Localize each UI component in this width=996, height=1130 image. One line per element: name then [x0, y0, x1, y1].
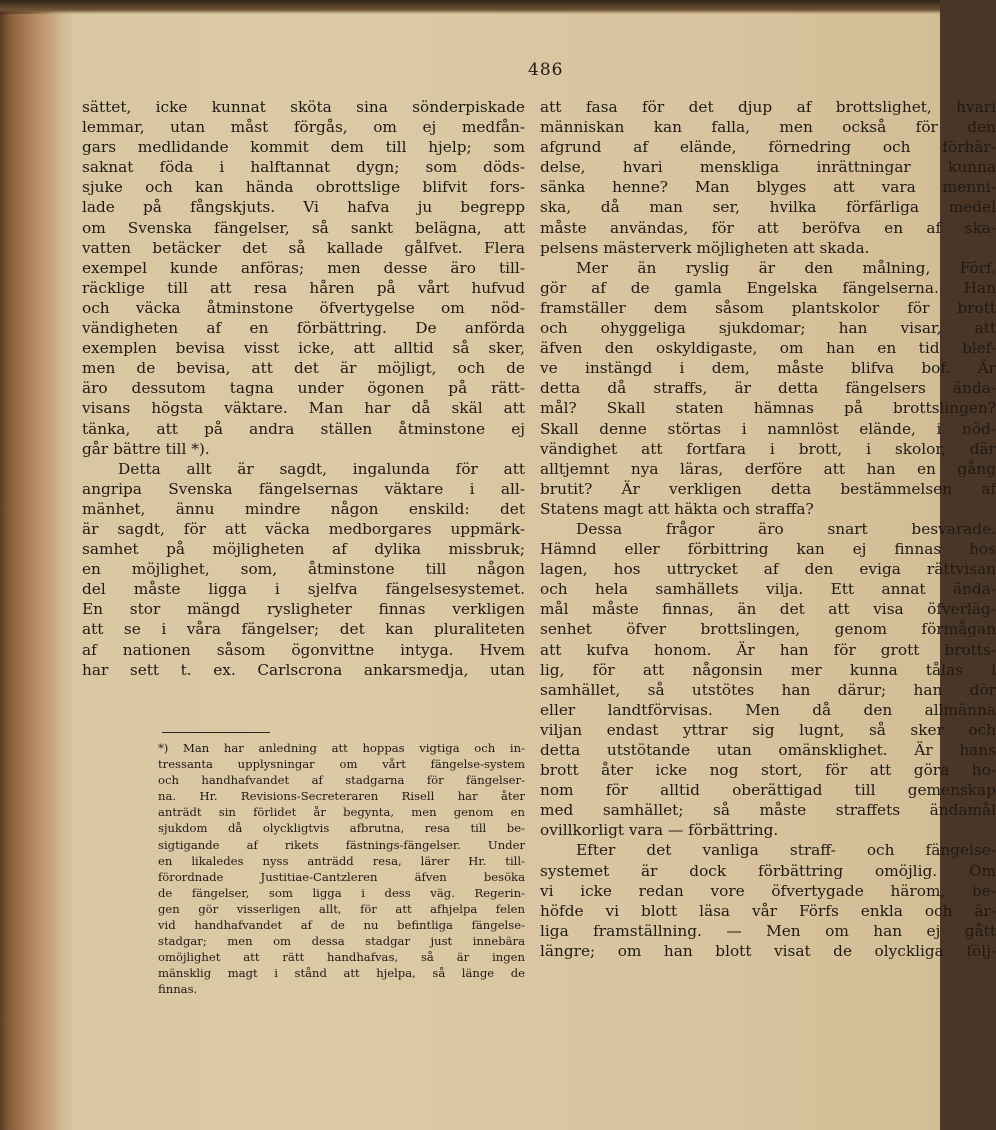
text-line: äfven den oskyldigaste, om han en tid blef- [540, 339, 996, 358]
text-line: sjuke och kan hända obrottslige blifvit fors- [82, 178, 525, 197]
text-line: brutit? Är verkligen detta bestämmelsen af [540, 479, 996, 498]
text-line: har sett t. ex. Carlscrona ankarsmedja, utan [82, 660, 525, 679]
text-line: Efter det vanliga straff- och fängelse- [576, 841, 996, 860]
text-line: exempel kunde anföras; men desse äro till- [82, 258, 525, 277]
text-line: viljan endast yttrar sig lugnt, så sker och [540, 720, 996, 739]
text-line: del måste ligga i sjelfva fängelsesystemet. [82, 580, 525, 599]
text-line: gör af de gamla Engelska fängelserna. Han [540, 278, 996, 297]
text-line: af nationen såsom ögonvittne intyga. Hvem [82, 640, 525, 659]
text-line: ska, då man ser, hvilka förfärliga medel [540, 198, 996, 217]
text-line: detta utstötande utan omänsklighet. Är hans [540, 741, 996, 759]
footnote-line: omöjlighet att rätt handhafvas, så är ingen [158, 950, 525, 965]
text-line: att se i våra fängelser; det kan pluraliteten [82, 620, 525, 639]
text-line: mål? Skall staten hämnas på brottslingen? [540, 399, 996, 418]
text-line: afgrund af elände, förnedring och förhär- [540, 138, 996, 157]
text-line: eller landtförvisas. Men då den allmänna [540, 700, 996, 719]
text-line: lade på fångskjuts. Vi hafva ju begrepp [82, 198, 525, 217]
text-line: sättet, icke kunnat sköta sina sönderpiskade [82, 98, 525, 116]
footnote-divider [162, 732, 270, 733]
text-line: och väcka åtminstone öfvertygelse om nöd- [82, 298, 525, 317]
text-line: Skall denne störtas i namnlöst elände, i nöd- [540, 419, 996, 438]
text-line: människan kan falla, men också för den [540, 118, 996, 137]
text-line: brott åter icke nog stort, för att göra ho- [540, 761, 996, 780]
text-line: liga framställning. — Men om han ej gått [540, 921, 996, 940]
footnote-line: anträdt sin förlidet år begynta, men genom en [158, 805, 525, 820]
text-line: alltjemnt nya läras, derföre att han en gång [540, 459, 996, 478]
text-line: pelsens mästerverk möjligheten att skada. [540, 238, 870, 257]
text-line: lig, för att någonsin mer kunna tålas i [540, 660, 996, 679]
text-line: måste användas, för att beröfva en af ska- [540, 218, 996, 237]
text-line: är sagdt, för att väcka medborgares uppmärk- [82, 519, 525, 538]
footnote-line: vid handhafvandet af de nu befintliga fängelse- [158, 918, 525, 933]
footnote-line: *) Man har anledning att hoppas vigtiga och in- [158, 741, 525, 755]
text-line: samhet på möjligheten af dylika missbruk; [82, 540, 525, 559]
text-line: räcklige till att resa håren på vårt hufvud [82, 278, 525, 297]
text-line: vi icke redan vore öfvertygade härom, be- [540, 881, 996, 900]
text-line: att fasa för det djup af brottslighet, hvari [540, 98, 996, 116]
footnote-line: mänsklig magt i stånd att hjelpa, så länge de [158, 966, 525, 981]
text-line: Detta allt är sagdt, ingalunda för att [118, 459, 525, 478]
text-line: tänka, att på andra ställen åtminstone ej [82, 419, 525, 438]
text-line: Dessa frågor äro snart besvarade. [576, 519, 996, 538]
footnote-line: de fängelser, som ligga i dess väg. Regerin- [158, 885, 525, 900]
text-line: gars medlidande kommit dem till hjelp; som [82, 138, 525, 157]
text-line: en möjlighet, som, åtminstone till någon [82, 560, 525, 579]
text-line: exemplen bevisa visst icke, att alltid så sker, [82, 339, 525, 358]
text-line: lemmar, utan måst förgås, om ej medfån- [82, 118, 525, 137]
text-line: Hämnd eller förbittring kan ej finnas hos [540, 540, 996, 559]
text-line: höfde vi blott läsa vår Förfs enkla och är- [540, 901, 996, 920]
footnote-line: finnas. [158, 982, 198, 997]
text-line: detta då straffs, är detta fängelsers ända- [540, 379, 996, 398]
footnote-line: gen gör visserligen allt, för att afhjelpa felen [158, 901, 525, 916]
left-column [58, 97, 525, 680]
text-line: ve instängd i dem, måste blifva bof. Är [540, 359, 996, 378]
text-line: Mer än ryslig är den målning, Förf. [576, 258, 996, 277]
text-line: systemet är dock förbättring omöjlig. Om [540, 861, 996, 880]
text-line: mänhet, ännu mindre någon enskild: det [82, 499, 525, 518]
text-line: med samhället; så måste straffets ändamål [540, 801, 996, 820]
text-line: och hela samhällets vilja. Ett annat ända- [540, 580, 996, 599]
page-body [58, 16, 996, 1130]
footnote-block [158, 740, 525, 998]
text-line: En stor mängd rysligheter finnas verkligen [82, 600, 525, 619]
footnote-line: sigtigande af rikets fästnings-fängelser. Under [158, 837, 525, 852]
text-line: sänka henne? Man blyges att vara menni- [540, 178, 996, 197]
footnote-line: na. Hr. Revisions-Secreteraren Risell har åter [158, 789, 525, 804]
text-line: mål måste finnas, än det att visa öfverläg- [540, 600, 996, 619]
text-line: äro dessutom tagna under ögonen på rätt- [82, 379, 525, 398]
text-line: saknat föda i halftannat dygn; som döds- [82, 158, 525, 177]
text-line: angripa Svenska fängelsernas väktare i all- [82, 479, 525, 498]
text-line: om Svenska fängelser, så sankt belägna, att [82, 218, 525, 237]
text-line: går bättre till *). [82, 439, 210, 458]
footnote-line: en likaledes nyss anträdd resa, lärer Hr. till- [158, 853, 525, 868]
text-line: vatten betäcker det så kallade gålfvet. Flera [82, 238, 525, 257]
text-line: nom för alltid oberättigad till gemenskap [540, 781, 996, 800]
text-line: lagen, hos uttrycket af den eviga rättvisan [540, 560, 996, 579]
text-line: visans högsta väktare. Man har då skäl att [82, 399, 525, 418]
text-line: men de bevisa, att det är möjligt, och de [82, 359, 525, 378]
text-line: att kufva honom. Är han för grott brotts- [540, 640, 996, 659]
right-column [540, 97, 996, 961]
page-top-edge [0, 0, 940, 14]
footnote-line: stadgar; men om dessa stadgar just innebära [158, 934, 525, 949]
footnote-line: sjukdom då olyckligtvis afbrutna, resa till be- [158, 821, 525, 836]
footnote-line: förordnade Justitiae-Cantzleren äfven besöka [158, 869, 525, 884]
text-line: framställer dem såsom plantskolor för brott [540, 298, 996, 317]
text-line: ovillkorligt vara — förbättring. [540, 821, 779, 840]
footnote-line: och handhafvandet af stadgarna för fängelser- [158, 773, 525, 788]
page-number: 486 [528, 60, 564, 80]
text-line: vändigheten af en förbättring. De anförda [82, 319, 525, 338]
text-line: Statens magt att häkta och straffa? [540, 499, 814, 518]
text-line: delse, hvari menskliga inrättningar kunna [540, 158, 996, 177]
footnote-line: tressanta upplysningar om vårt fängelse-system [158, 757, 525, 772]
book-spine [0, 14, 56, 1130]
text-line: vändighet att fortfara i brott, i skolor, där [540, 439, 996, 458]
text-line: längre; om han blott visat de olyckliga följ- [540, 941, 996, 960]
text-line: och ohyggeliga sjukdomar; han visar, att [540, 319, 996, 338]
text-line: samhället, så utstötes han därur; han dör [540, 680, 996, 699]
text-line: senhet öfver brottslingen, genom förmågan [540, 620, 996, 639]
